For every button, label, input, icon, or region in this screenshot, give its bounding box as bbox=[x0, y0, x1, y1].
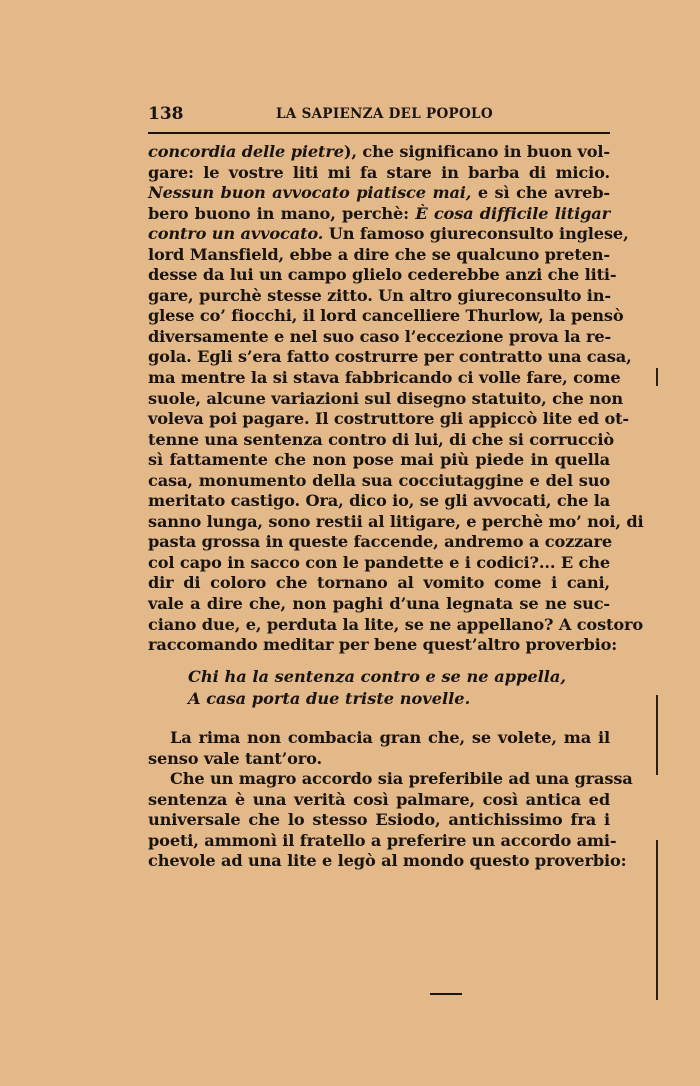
text-span: bero buono in mano, perchè: bbox=[148, 203, 416, 223]
text-span: dir di coloro che tornano al vomito come i cani, bbox=[148, 573, 610, 593]
proverb-verse bbox=[188, 666, 566, 710]
text-span: tenne una sentenza contro di lui, di che si corrucciò bbox=[148, 429, 615, 449]
text-line bbox=[148, 306, 624, 327]
text-span: Che un magro accordo sia preferibile ad una grassa bbox=[170, 769, 633, 789]
text-span: desse da lui un campo glielo cederebbe anzi che liti- bbox=[148, 265, 617, 285]
paragraph-main bbox=[148, 142, 644, 656]
text-line bbox=[148, 790, 610, 811]
text-line bbox=[148, 491, 610, 512]
text-span: gare, purchè stesse zitto. Un altro giureconsulto in- bbox=[148, 285, 611, 305]
text-line bbox=[148, 851, 627, 872]
text-line bbox=[148, 635, 618, 656]
italic-span: concordia delle pietre bbox=[148, 142, 344, 161]
footer-dash bbox=[430, 993, 462, 995]
text-span: poeti, ammonì il fratello a preferire un accordo ami- bbox=[148, 830, 617, 850]
text-span: Un famoso giureconsulto inglese, bbox=[323, 224, 629, 244]
text-span: vale a dire che, non paghi d’una legnata se ne suc- bbox=[148, 594, 610, 614]
verse-line: Chi ha la sentenza contro e se ne appella, bbox=[188, 667, 567, 686]
text-span: e sì che avreb- bbox=[471, 183, 610, 203]
text-line bbox=[148, 573, 610, 594]
page-number: 138 bbox=[148, 104, 184, 124]
text-line bbox=[148, 224, 629, 245]
text-line bbox=[148, 769, 633, 790]
text-span: raccomando meditar per bene quest’altro proverbio: bbox=[148, 635, 618, 655]
text-line bbox=[148, 429, 615, 451]
text-line bbox=[148, 749, 610, 770]
text-line bbox=[148, 532, 613, 553]
text-span: gare: le vostre liti mi fa stare in barba di micio. bbox=[148, 162, 610, 182]
text-span: sì fattamente che non pose mai più piede in quella bbox=[148, 450, 610, 470]
text-line bbox=[148, 471, 610, 492]
text-span: universale che lo stesso Esiodo, antichissimo fra i bbox=[148, 810, 610, 830]
text-line bbox=[148, 204, 610, 225]
text-span: La rima non combacia gran che, se volete, ma il bbox=[170, 728, 610, 747]
paragraph-continuation bbox=[148, 728, 633, 872]
text-line bbox=[148, 183, 610, 204]
margin-mark bbox=[656, 695, 658, 775]
text-line bbox=[148, 810, 610, 831]
text-span: lord Mansfield, ebbe a dire che se qualcuno preten- bbox=[148, 244, 610, 264]
text-line bbox=[148, 163, 610, 184]
text-line bbox=[148, 409, 629, 430]
text-line bbox=[148, 368, 621, 389]
text-line bbox=[148, 594, 610, 615]
margin-mark bbox=[656, 840, 658, 1000]
text-span: ciano due, e, perduta la lite, se ne appellano? A costoro bbox=[148, 614, 644, 634]
running-title: LA SAPIENZA DEL POPOLO bbox=[276, 106, 493, 122]
text-span: voleva poi pagare. Il costruttore gli appiccò lite ed ot- bbox=[148, 409, 629, 429]
text-line bbox=[148, 553, 610, 574]
text-line bbox=[148, 728, 610, 749]
text-line bbox=[148, 286, 610, 307]
text-span: pasta grossa in queste faccende, andremo a cozzare bbox=[148, 532, 613, 552]
text-line bbox=[148, 614, 644, 636]
margin-mark bbox=[656, 368, 658, 386]
text-line bbox=[148, 245, 610, 266]
text-line bbox=[148, 142, 610, 163]
text-span: ma mentre la si stava fabbricando ci volle fare, come bbox=[148, 368, 621, 388]
text-span: diversamente e nel suo caso l’eccezione prova la re- bbox=[148, 326, 612, 346]
text-span: casa, monumento della sua cocciutaggine e del suo bbox=[148, 470, 610, 490]
italic-span: contro un avvocato. bbox=[148, 224, 324, 244]
text-span: chevole ad una lite e legò al mondo questo proverbio: bbox=[148, 851, 627, 871]
italic-span: È cosa difficile litigar bbox=[415, 203, 610, 223]
text-span: glese co’ fiocchi, il lord cancelliere Thurlow, la pensò bbox=[148, 306, 624, 326]
text-line bbox=[148, 450, 610, 471]
text-span: gola. Egli s’era fatto costrurre per contratto una casa, bbox=[148, 347, 632, 367]
text-line bbox=[148, 511, 644, 533]
text-span: suole, alcune variazioni sul disegno statuito, che non bbox=[148, 388, 624, 408]
text-span: sentenza è una verità così palmare, così antica ed bbox=[148, 789, 610, 809]
text-span: ), che significano in buon vol- bbox=[343, 142, 610, 161]
header-rule bbox=[148, 132, 610, 134]
verse-line: A casa porta due triste novelle. bbox=[188, 689, 471, 708]
text-line bbox=[148, 347, 632, 368]
text-line bbox=[148, 388, 624, 410]
text-line bbox=[148, 830, 617, 852]
text-line bbox=[148, 327, 610, 348]
text-span: col capo in sacco con le pandette e i codici?... E che bbox=[148, 552, 610, 572]
text-span: senso vale tant’oro. bbox=[148, 748, 323, 768]
text-span: meritato castigo. Ora, dico io, se gli avvocati, che la bbox=[148, 491, 611, 511]
text-line bbox=[148, 265, 617, 286]
italic-span: Nessun buon avvocato piatisce mai, bbox=[148, 183, 472, 203]
text-span: sanno lunga, sono restii al litigare, e perchè mo’ noi, di bbox=[148, 511, 644, 531]
